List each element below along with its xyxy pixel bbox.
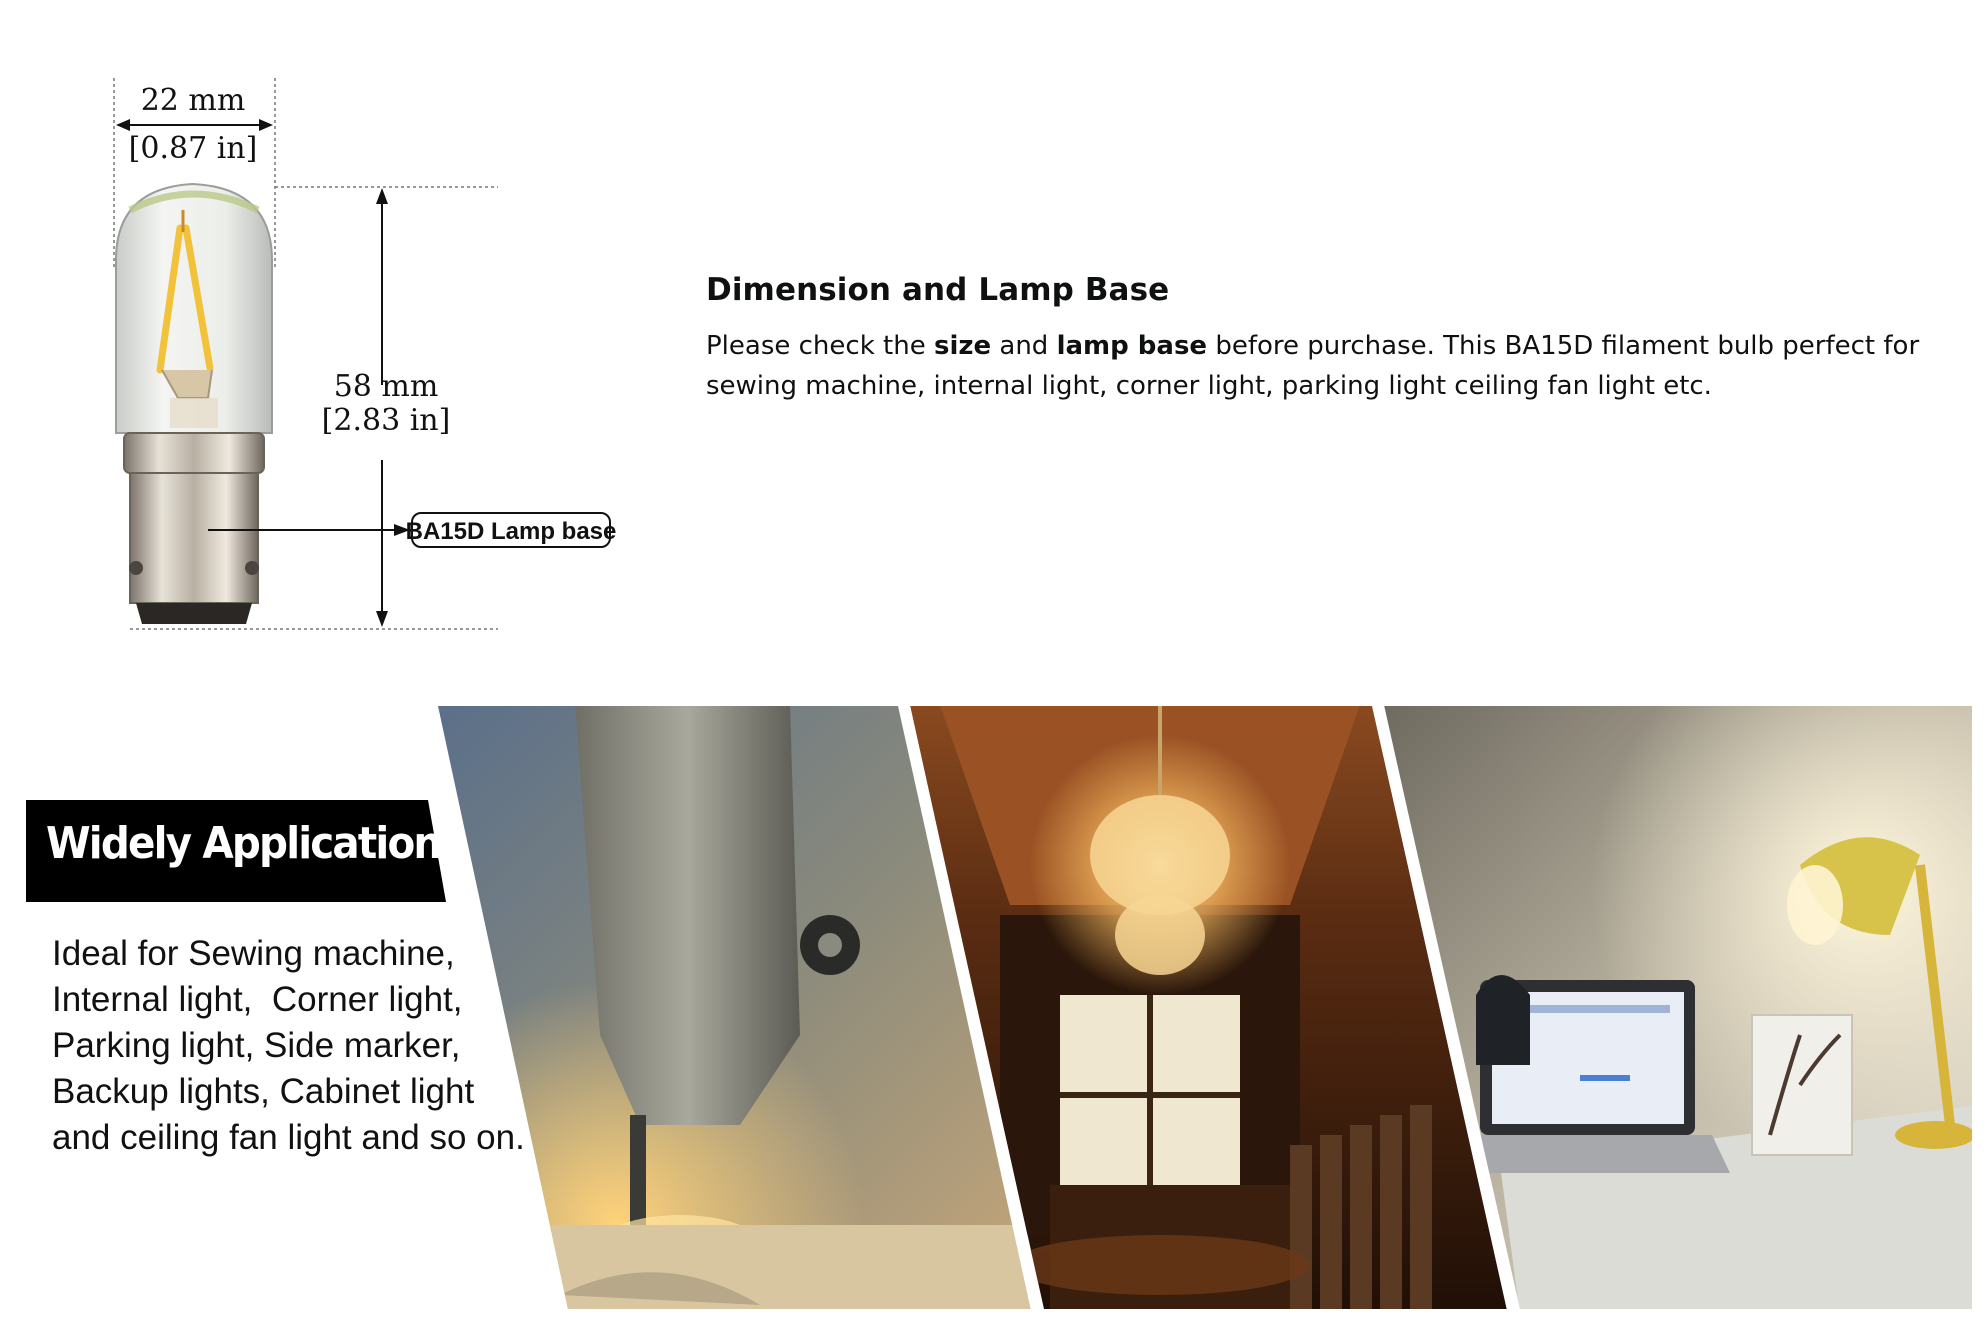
application-banner [0, 705, 1986, 1315]
desc-bold-size: size [933, 331, 992, 361]
height-mm-label: 58 mm [333, 369, 439, 404]
desc-text-3: before purchase. This BA15D filament bulb perfect for sewing machine, internal light, corner light, parking light ceiling fan light etc. [706, 331, 1920, 401]
desc-text-1: Please check the [706, 331, 934, 361]
height-in-label: [2.83 in] [321, 403, 451, 438]
dimension-section [706, 272, 1986, 406]
usage-line: Ideal for Sewing machine, [52, 934, 455, 973]
bulb-illustration [90, 60, 650, 660]
usage-list [52, 931, 572, 1161]
width-in-label: [0.87 in] [128, 131, 258, 166]
usage-line: and ceiling fan light and so on. [52, 1118, 525, 1157]
section-title: Dimension and Lamp Base [706, 272, 1170, 308]
application-title: Widely Application [46, 818, 441, 869]
usage-line: Internal light, Corner light, [52, 980, 463, 1019]
desc-bold-lamp-base: lamp base [1056, 331, 1208, 361]
width-mm-label: 22 mm [140, 83, 246, 118]
desc-text-2: and [991, 331, 1057, 361]
usage-line: Backup lights, Cabinet light [52, 1072, 475, 1111]
bulb-dimension-diagram [90, 60, 650, 660]
usage-line: Parking light, Side marker, [52, 1026, 461, 1065]
section-description [706, 326, 1986, 406]
application-title-box [26, 800, 446, 902]
lamp-base-label: BA15D Lamp base [405, 518, 617, 545]
